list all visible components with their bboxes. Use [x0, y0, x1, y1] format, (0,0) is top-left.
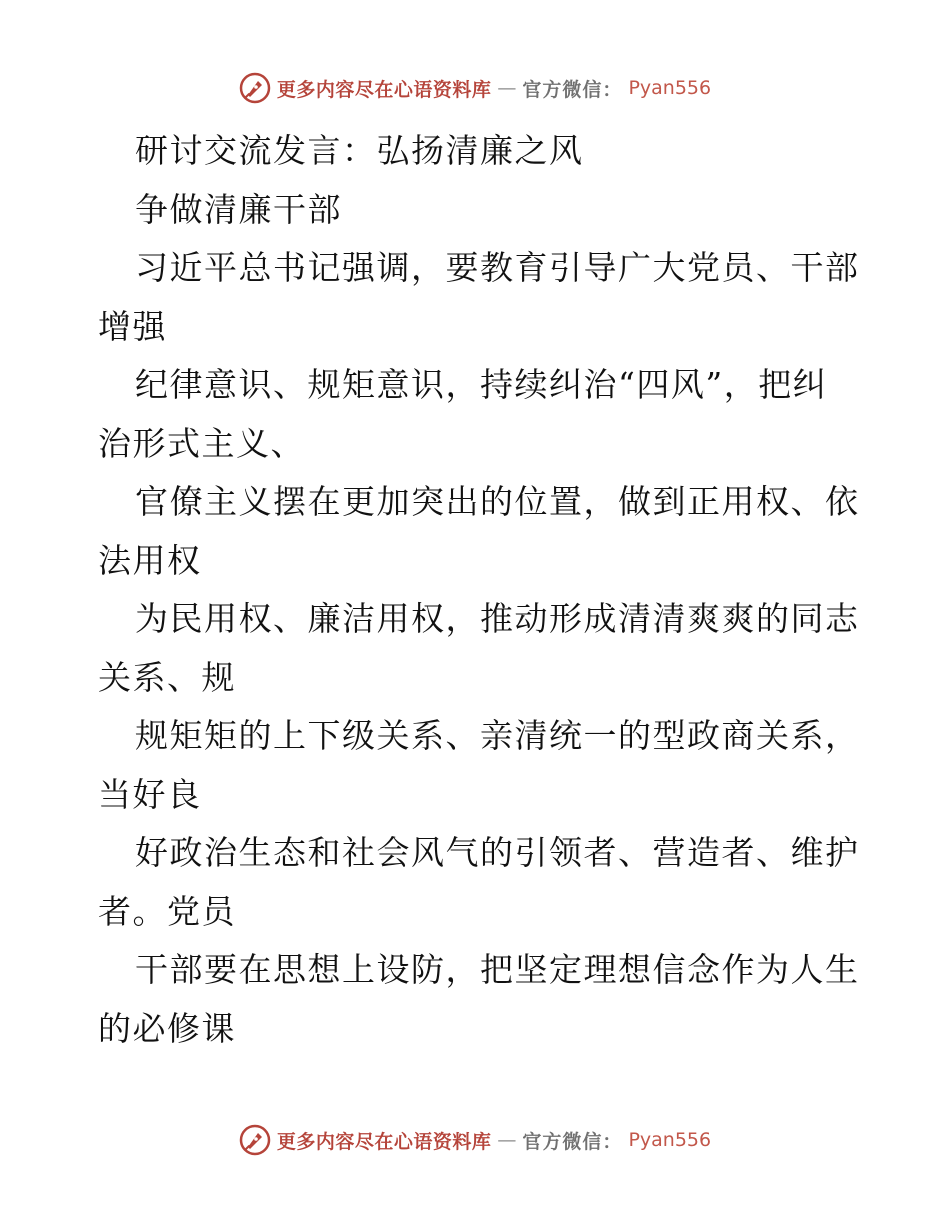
document-line: 的必修课 — [98, 1008, 236, 1048]
pen-nib-logo-icon — [239, 72, 271, 104]
watermark-dash: — — [497, 77, 517, 99]
document-line: 规矩矩的上下级关系、亲清统一的型政商关系， — [135, 716, 860, 755]
watermark-dash: — — [497, 1129, 517, 1151]
pen-nib-logo-icon — [239, 1124, 271, 1156]
watermark-main-text: 更多内容尽在心语资料库 — [276, 78, 492, 101]
document-line: 当好良 — [98, 774, 202, 814]
document-line: 者。党员 — [98, 891, 236, 931]
document-line: 干部要在思想上设防，把坚定理想信念作为人生 — [135, 950, 860, 989]
watermark-main-text: 更多内容尽在心语资料库 — [276, 1130, 492, 1153]
document-line: 争做清廉干部 — [135, 189, 342, 229]
document-body — [98, 122, 858, 1058]
document-line: 为民用权、廉洁用权，推动形成清清爽爽的同志 — [135, 599, 860, 638]
document-line: 研讨交流发言：弘扬清廉之风 — [135, 131, 584, 170]
watermark-footer — [0, 1124, 950, 1156]
document-line: 治形式主义、 — [98, 423, 305, 463]
document-line: 增强 — [98, 306, 167, 346]
watermark-wechat-id: Pyan556 — [628, 1129, 712, 1151]
watermark-wechat-label: 官方微信： — [522, 78, 623, 101]
watermark-wechat-label: 官方微信： — [522, 1130, 623, 1153]
watermark-wechat-id: Pyan556 — [628, 77, 712, 99]
document-line: 关系、规 — [98, 657, 236, 697]
document-line: 法用权 — [98, 540, 202, 580]
document-line: 纪律意识、规矩意识，持续纠治“四风”，把纠 — [135, 365, 828, 404]
watermark-header — [0, 72, 950, 104]
document-line: 官僚主义摆在更加突出的位置，做到正用权、依 — [135, 482, 860, 521]
document-line: 习近平总书记强调，要教育引导广大党员、干部 — [135, 248, 860, 287]
document-line: 好政治生态和社会风气的引领者、营造者、维护 — [135, 833, 860, 872]
